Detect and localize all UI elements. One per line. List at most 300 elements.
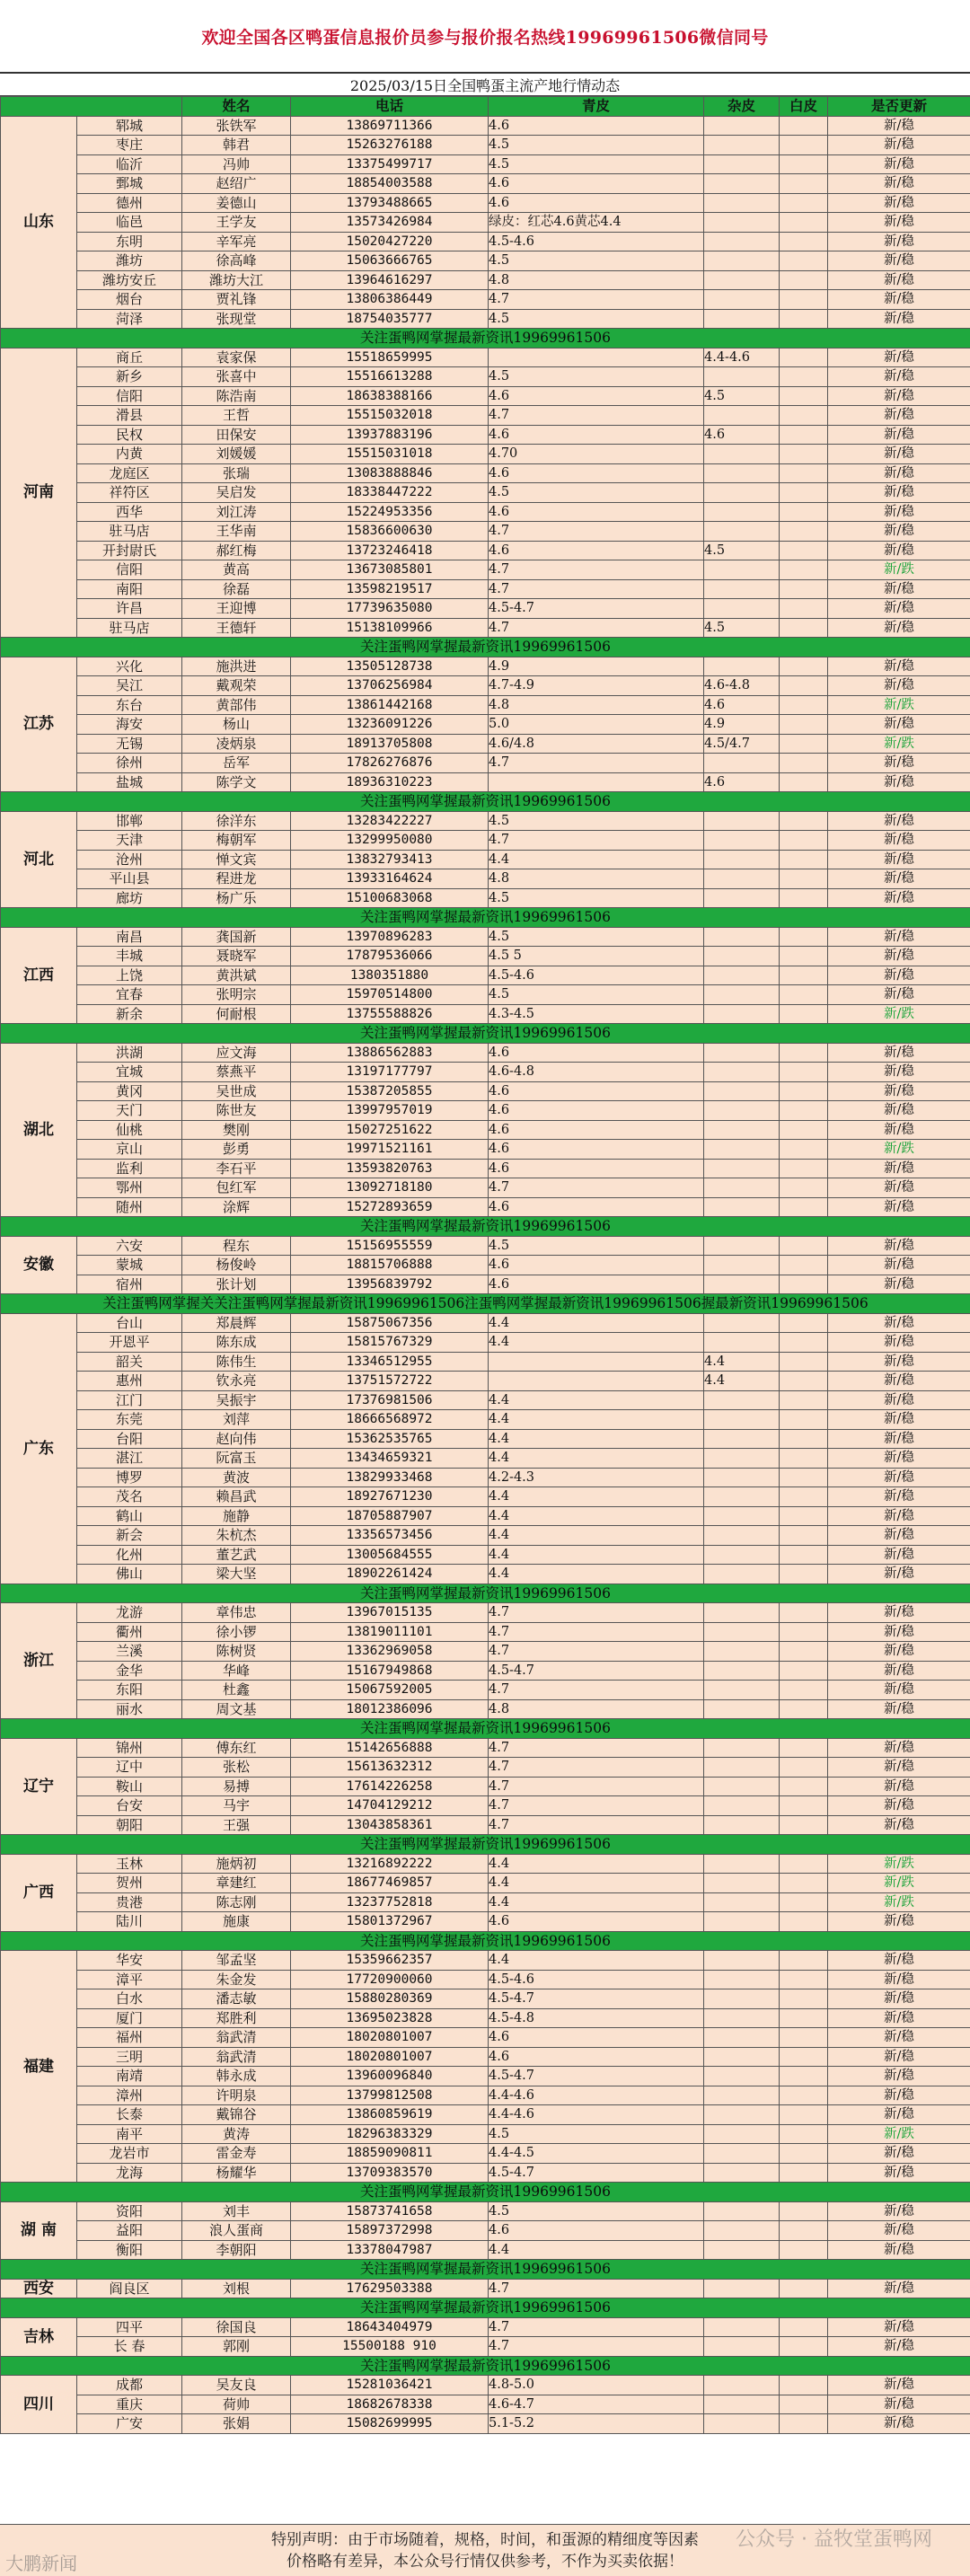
update-status-cell: 新/稳 — [828, 869, 970, 889]
table-row — [1, 2028, 970, 2048]
zapi-cell — [704, 1699, 780, 1719]
baipi-cell — [780, 1912, 828, 1932]
table-row — [1, 309, 970, 329]
name-cell: 王哲 — [182, 406, 291, 426]
update-status-cell: 新/稳 — [828, 1758, 970, 1778]
table-row — [1, 695, 970, 715]
qingpi-cell: 4.6 — [489, 541, 704, 560]
phone-cell: 1380351880 — [291, 966, 489, 985]
name-cell: 赖昌武 — [182, 1487, 291, 1507]
city-cell: 衡阳 — [77, 2240, 182, 2260]
qingpi-cell: 4.7 — [489, 1681, 704, 1700]
update-status-cell: 新/跌 — [828, 1004, 970, 1024]
baipi-cell — [780, 2376, 828, 2395]
name-cell: 王德轩 — [182, 618, 291, 638]
phone-cell: 18020801007 — [291, 2028, 489, 2048]
zapi-cell — [704, 2317, 780, 2337]
name-cell: 浪人蛋商 — [182, 2221, 291, 2241]
city-cell: 成都 — [77, 2376, 182, 2395]
zapi-cell — [704, 966, 780, 985]
table-row — [1, 1043, 970, 1063]
baipi-cell — [780, 676, 828, 696]
update-status-cell: 新/稳 — [828, 309, 970, 329]
baipi-cell — [780, 2028, 828, 2048]
zapi-cell — [704, 2008, 780, 2028]
table-row — [1, 1372, 970, 1391]
table-row — [1, 116, 970, 136]
city-cell: 监利 — [77, 1159, 182, 1178]
table-row — [1, 1854, 970, 1874]
qingpi-cell: 4.6 — [489, 2047, 704, 2067]
update-status-cell: 新/稳 — [828, 2067, 970, 2086]
province-cell: 广东 — [1, 1313, 77, 1584]
city-cell: 重庆 — [77, 2395, 182, 2414]
zapi-cell — [704, 1603, 780, 1623]
zapi-cell — [704, 754, 780, 773]
update-status-cell: 新/跌 — [828, 695, 970, 715]
update-status-cell: 新/稳 — [828, 1372, 970, 1391]
zapi-cell: 4.5 — [704, 386, 780, 406]
table-row — [1, 2376, 970, 2395]
update-status-cell: 新/稳 — [828, 154, 970, 174]
update-status-cell: 新/稳 — [828, 1796, 970, 1816]
update-status-cell: 新/稳 — [828, 1526, 970, 1546]
qingpi-cell: 4.6 — [489, 116, 704, 136]
update-status-cell: 新/稳 — [828, 1410, 970, 1430]
city-cell: 长泰 — [77, 2105, 182, 2125]
city-cell: 丽水 — [77, 1699, 182, 1719]
city-cell: 滑县 — [77, 406, 182, 426]
phone-cell: 15516613288 — [291, 367, 489, 387]
zapi-cell — [704, 579, 780, 599]
city-cell: 广安 — [77, 2414, 182, 2434]
province-cell: 河北 — [1, 811, 77, 908]
zapi-cell — [704, 1043, 780, 1063]
update-status-cell: 新/稳 — [828, 1777, 970, 1796]
zapi-cell — [704, 2124, 780, 2144]
qingpi-cell: 4.7 — [489, 618, 704, 638]
table-row — [1, 2105, 970, 2125]
zapi-cell — [704, 2414, 780, 2434]
update-status-cell: 新/稳 — [828, 2008, 970, 2028]
update-status-cell: 新/稳 — [828, 1681, 970, 1700]
zapi-cell — [704, 193, 780, 213]
phone-cell: 13673085801 — [291, 560, 489, 580]
name-cell: 邹孟坚 — [182, 1951, 291, 1971]
baipi-cell — [780, 657, 828, 676]
city-cell: 阎良区 — [77, 2279, 182, 2298]
city-cell: 天门 — [77, 1101, 182, 1121]
city-cell: 东莞 — [77, 1410, 182, 1430]
phone-cell: 15362535765 — [291, 1429, 489, 1449]
phone-cell: 14704129212 — [291, 1796, 489, 1816]
name-cell: 潍坊大江 — [182, 270, 291, 290]
baipi-cell — [780, 695, 828, 715]
baipi-cell — [780, 1526, 828, 1546]
table-row — [1, 1178, 970, 1198]
zapi-cell — [704, 985, 780, 1005]
update-status-cell: 新/跌 — [828, 2124, 970, 2144]
baipi-cell — [780, 1777, 828, 1796]
update-status-cell: 新/稳 — [828, 193, 970, 213]
baipi-cell — [780, 367, 828, 387]
table-row — [1, 1565, 970, 1584]
table-row — [1, 348, 970, 367]
city-cell: 沧州 — [77, 850, 182, 869]
province-cell: 江苏 — [1, 657, 77, 792]
baipi-cell — [780, 541, 828, 560]
watermark-right: 公众号 · 益牧堂蛋鸭网 — [736, 2528, 932, 2551]
update-status-cell: 新/稳 — [828, 463, 970, 483]
phone-cell: 18705887907 — [291, 1506, 489, 1526]
qingpi-cell: 4.5 — [489, 888, 704, 908]
notice-row — [1, 1217, 970, 1237]
name-cell: 翁武清 — [182, 2047, 291, 2067]
table-row — [1, 1758, 970, 1778]
city-cell: 民权 — [77, 425, 182, 445]
footer-line-1: 特别声明：由于市场随着，规格，时间，和蛋源的精细度等因素 — [271, 2530, 699, 2549]
update-status-cell: 新/稳 — [828, 136, 970, 155]
name-cell: 潘志敏 — [182, 1989, 291, 2009]
baipi-cell — [780, 966, 828, 985]
phone-cell: 17614226258 — [291, 1777, 489, 1796]
qingpi-cell: 4.6 — [489, 193, 704, 213]
phone-cell: 13092718180 — [291, 1178, 489, 1198]
zapi-cell — [704, 869, 780, 889]
province-cell: 福建 — [1, 1951, 77, 2183]
baipi-cell — [780, 232, 828, 251]
city-cell: 台安 — [77, 1796, 182, 1816]
table-row — [1, 618, 970, 638]
zapi-cell — [704, 1951, 780, 1971]
notice-row — [1, 329, 970, 348]
zapi-cell — [704, 2105, 780, 2125]
qingpi-cell: 4.4 — [489, 850, 704, 869]
baipi-cell — [780, 1506, 828, 1526]
qingpi-cell: 4.4 — [489, 1390, 704, 1410]
baipi-cell — [780, 888, 828, 908]
zapi-cell — [704, 927, 780, 947]
city-cell: 临沂 — [77, 154, 182, 174]
city-cell: 新乡 — [77, 367, 182, 387]
qingpi-cell: 4.7 — [489, 1178, 704, 1198]
city-cell: 信阳 — [77, 386, 182, 406]
table-row — [1, 2201, 970, 2221]
table-row — [1, 985, 970, 1005]
phone-cell: 13832793413 — [291, 850, 489, 869]
qingpi-cell: 4.4 — [489, 1429, 704, 1449]
zapi-cell — [704, 2279, 780, 2298]
update-status-cell: 新/稳 — [828, 1313, 970, 1333]
baipi-cell — [780, 445, 828, 464]
city-cell: 六安 — [77, 1236, 182, 1256]
table-row — [1, 2221, 970, 2241]
city-cell: 贵港 — [77, 1892, 182, 1912]
table-row — [1, 2163, 970, 2183]
zapi-cell: 4.5 — [704, 541, 780, 560]
name-cell: 张瑞 — [182, 463, 291, 483]
zapi-cell — [704, 2395, 780, 2414]
qingpi-cell: 4.4-4.5 — [489, 2144, 704, 2164]
city-cell: 吴江 — [77, 676, 182, 696]
qingpi-cell: 4.4-4.6 — [489, 2105, 704, 2125]
table-row — [1, 2124, 970, 2144]
phone-cell: 15873741658 — [291, 2201, 489, 2221]
table-row — [1, 927, 970, 947]
update-status-cell: 新/稳 — [828, 1622, 970, 1642]
name-cell: 刘江涛 — [182, 502, 291, 522]
city-cell: 宜城 — [77, 1063, 182, 1082]
notice-text: 关注蛋鸭网掌握最新资讯19969961506 — [1, 1719, 970, 1739]
city-cell: 仙桃 — [77, 1120, 182, 1140]
baipi-cell — [780, 1120, 828, 1140]
name-cell: 马宇 — [182, 1796, 291, 1816]
table-row — [1, 290, 970, 310]
city-cell: 韶关 — [77, 1352, 182, 1372]
zapi-cell — [704, 1197, 780, 1217]
city-cell: 厦门 — [77, 2008, 182, 2028]
table-row — [1, 2395, 970, 2414]
phone-cell: 13829933468 — [291, 1468, 489, 1487]
city-cell: 辽中 — [77, 1758, 182, 1778]
qingpi-cell: 4.7 — [489, 2337, 704, 2357]
phone-cell: 18012386096 — [291, 1699, 489, 1719]
update-status-cell: 新/稳 — [828, 1912, 970, 1932]
qingpi-cell: 4.4 — [489, 1333, 704, 1353]
update-status-cell: 新/稳 — [828, 927, 970, 947]
zapi-cell — [704, 1506, 780, 1526]
qingpi-cell: 4.4 — [489, 2240, 704, 2260]
update-status-cell: 新/稳 — [828, 1487, 970, 1507]
city-cell: 南昌 — [77, 927, 182, 947]
city-cell: 蒙城 — [77, 1256, 182, 1275]
city-cell: 兴化 — [77, 657, 182, 676]
notice-text: 关注蛋鸭网掌握最新资讯19969961506 — [1, 2356, 970, 2376]
city-cell: 福州 — [77, 2028, 182, 2048]
zapi-cell: 4.6 — [704, 425, 780, 445]
zapi-cell — [704, 1004, 780, 1024]
qingpi-cell: 4.8 — [489, 869, 704, 889]
table-row — [1, 193, 970, 213]
notice-text: 关注蛋鸭网掌握最新资讯19969961506 — [1, 908, 970, 928]
phone-cell: 15815767329 — [291, 1333, 489, 1353]
baipi-cell — [780, 1989, 828, 2009]
province-cell: 江西 — [1, 927, 77, 1024]
name-cell: 王学友 — [182, 213, 291, 233]
update-status-cell: 新/稳 — [828, 831, 970, 851]
name-cell: 杨广乐 — [182, 888, 291, 908]
baipi-cell — [780, 1738, 828, 1758]
zapi-cell — [704, 1777, 780, 1796]
phone-cell: 18338447222 — [291, 483, 489, 503]
update-status-cell: 新/稳 — [828, 715, 970, 735]
update-status-cell: 新/跌 — [828, 1854, 970, 1874]
name-cell: 徐洋东 — [182, 811, 291, 831]
zapi-cell — [704, 251, 780, 271]
qingpi-cell: 4.7 — [489, 1642, 704, 1662]
table-row — [1, 2144, 970, 2164]
table-row — [1, 1796, 970, 1816]
phone-cell: 13197177797 — [291, 1063, 489, 1082]
update-status-cell: 新/稳 — [828, 116, 970, 136]
city-cell: 玉林 — [77, 1854, 182, 1874]
qingpi-cell: 4.5 — [489, 483, 704, 503]
name-cell: 周文基 — [182, 1699, 291, 1719]
zapi-cell — [704, 2163, 780, 2183]
city-cell: 宜春 — [77, 985, 182, 1005]
name-cell: 李朝阳 — [182, 2240, 291, 2260]
phone-cell: 15875067356 — [291, 1313, 489, 1333]
name-cell: 郑晨辉 — [182, 1313, 291, 1333]
phone-cell: 18902261424 — [291, 1565, 489, 1584]
name-cell: 郭刚 — [182, 2337, 291, 2357]
update-status-cell: 新/稳 — [828, 657, 970, 676]
city-cell: 鞍山 — [77, 1777, 182, 1796]
qingpi-cell: 4.6 — [489, 1912, 704, 1932]
phone-cell: 15263276188 — [291, 136, 489, 155]
qingpi-cell: 4.7 — [489, 1622, 704, 1642]
city-cell: 商丘 — [77, 348, 182, 367]
phone-cell: 17629503388 — [291, 2279, 489, 2298]
phone-cell: 15880280369 — [291, 1989, 489, 2009]
name-cell: 陈伟生 — [182, 1352, 291, 1372]
zapi-cell: 4.5/4.7 — [704, 734, 780, 754]
city-cell: 临邑 — [77, 213, 182, 233]
qingpi-cell: 4.6 — [489, 1256, 704, 1275]
name-cell: 陈浩南 — [182, 386, 291, 406]
qingpi-cell: 4.6-4.8 — [489, 1063, 704, 1082]
phone-cell: 15156955559 — [291, 1236, 489, 1256]
qingpi-cell: 4.6-4.7 — [489, 2395, 704, 2414]
qingpi-cell: 4.7 — [489, 290, 704, 310]
province-cell: 河南 — [1, 348, 77, 638]
baipi-cell — [780, 2201, 828, 2221]
baipi-cell — [780, 1565, 828, 1584]
update-status-cell: 新/稳 — [828, 1565, 970, 1584]
table-row — [1, 502, 970, 522]
city-cell: 贺州 — [77, 1874, 182, 1893]
city-cell: 益阳 — [77, 2221, 182, 2241]
city-cell: 南阳 — [77, 579, 182, 599]
update-status-cell: 新/稳 — [828, 618, 970, 638]
baipi-cell — [780, 154, 828, 174]
phone-cell: 13933164624 — [291, 869, 489, 889]
table-row — [1, 154, 970, 174]
baipi-cell — [780, 1333, 828, 1353]
update-status-cell: 新/稳 — [828, 985, 970, 1005]
phone-cell: 18913705808 — [291, 734, 489, 754]
phone-cell: 13598219517 — [291, 579, 489, 599]
zapi-cell — [704, 1120, 780, 1140]
update-status-cell: 新/稳 — [828, 1603, 970, 1623]
city-cell: 德州 — [77, 193, 182, 213]
table-row — [1, 2008, 970, 2028]
zapi-cell — [704, 2067, 780, 2086]
phone-cell: 13869711366 — [291, 116, 489, 136]
zapi-cell — [704, 2144, 780, 2164]
zapi-cell — [704, 1101, 780, 1121]
table-row — [1, 754, 970, 773]
phone-cell: 15167949868 — [291, 1661, 489, 1681]
qingpi-cell: 4.6 — [489, 2221, 704, 2241]
phone-cell: 13819011101 — [291, 1622, 489, 1642]
baipi-cell — [780, 463, 828, 483]
phone-cell: 18638388166 — [291, 386, 489, 406]
qingpi-cell: 4.7 — [489, 406, 704, 426]
table-row — [1, 1777, 970, 1796]
city-cell: 上饶 — [77, 966, 182, 985]
baipi-cell — [780, 1352, 828, 1372]
city-cell: 开恩平 — [77, 1333, 182, 1353]
city-cell: 枣庄 — [77, 136, 182, 155]
table-row — [1, 1912, 970, 1932]
city-cell: 化州 — [77, 1545, 182, 1565]
city-cell: 潍坊安丘 — [77, 270, 182, 290]
city-cell: 漳州 — [77, 2086, 182, 2105]
update-status-cell: 新/稳 — [828, 1063, 970, 1082]
table-row — [1, 2279, 970, 2298]
zapi-cell: 4.4 — [704, 1352, 780, 1372]
table-row — [1, 869, 970, 889]
zapi-cell — [704, 1892, 780, 1912]
table-row — [1, 1468, 970, 1487]
update-status-cell: 新/稳 — [828, 502, 970, 522]
update-status-cell: 新/稳 — [828, 1333, 970, 1353]
qingpi-cell: 4.5-4.6 — [489, 1970, 704, 1989]
baipi-cell — [780, 1410, 828, 1430]
city-cell: 盐城 — [77, 772, 182, 792]
city-cell: 长 春 — [77, 2337, 182, 2357]
baipi-cell — [780, 1622, 828, 1642]
phone-cell: 13573426984 — [291, 213, 489, 233]
update-status-cell: 新/稳 — [828, 1159, 970, 1178]
notice-text: 关注蛋鸭网掌握最新资讯19969961506 — [1, 638, 970, 657]
name-cell: 黄高 — [182, 560, 291, 580]
city-cell: 三明 — [77, 2047, 182, 2067]
name-cell: 杨山 — [182, 715, 291, 735]
table-row — [1, 541, 970, 560]
zapi-cell — [704, 1815, 780, 1835]
baipi-cell — [780, 1699, 828, 1719]
phone-cell: 15138109966 — [291, 618, 489, 638]
phone-cell: 13967015135 — [291, 1603, 489, 1623]
name-cell: 吴振宇 — [182, 1390, 291, 1410]
zapi-cell: 4.4-4.6 — [704, 348, 780, 367]
baipi-cell — [780, 309, 828, 329]
phone-cell: 13751572722 — [291, 1372, 489, 1391]
province-cell: 四川 — [1, 2376, 77, 2434]
qingpi-cell: 4.4 — [489, 1892, 704, 1912]
baipi-cell — [780, 1159, 828, 1178]
zapi-cell — [704, 1468, 780, 1487]
name-cell: 梁大坚 — [182, 1565, 291, 1584]
qingpi-cell: 4.4 — [489, 1487, 704, 1507]
phone-cell: 13695023828 — [291, 2008, 489, 2028]
update-status-cell: 新/稳 — [828, 772, 970, 792]
baipi-cell — [780, 2163, 828, 2183]
city-cell: 白水 — [77, 1989, 182, 2009]
notice-row — [1, 2260, 970, 2280]
table-row — [1, 1951, 970, 1971]
baipi-cell — [780, 483, 828, 503]
update-status-cell: 新/稳 — [828, 1236, 970, 1256]
zapi-cell: 4.6 — [704, 772, 780, 792]
table-row — [1, 1738, 970, 1758]
phone-cell: 13378047987 — [291, 2240, 489, 2260]
baipi-cell — [780, 136, 828, 155]
baipi-cell — [780, 1390, 828, 1410]
city-cell: 华安 — [77, 1951, 182, 1971]
